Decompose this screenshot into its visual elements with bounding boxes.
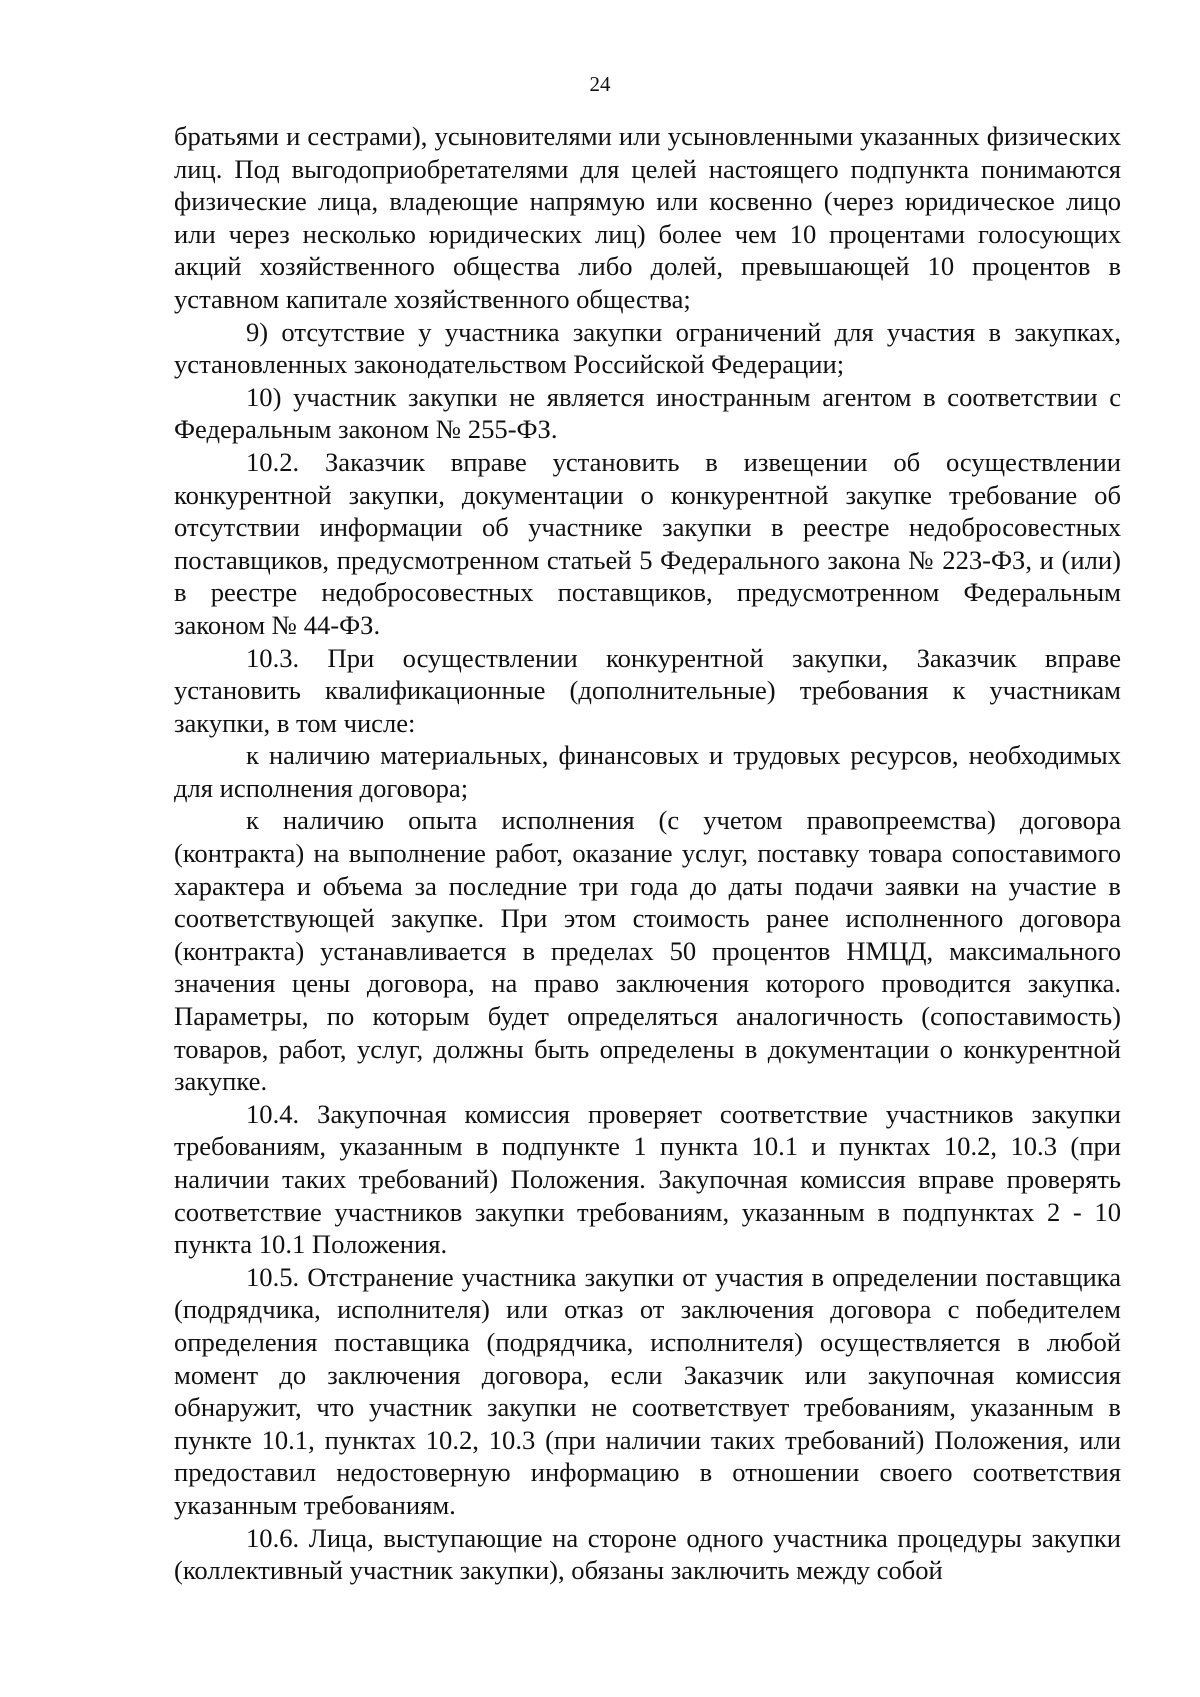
document-body xyxy=(174,120,1121,1587)
paragraph-10-3: 10.3. При осуществлении конкурентной закупки, Заказчик вправе установить квалификационные (дополнительные) требования к участникам закупки, в том числе: xyxy=(174,642,1121,738)
paragraph-10-5: 10.5. Отстранение участника закупки от участия в определении поставщика (подрядчика, исполнителя) или отказ от заключения договора с победителем определения поставщика (подрядчика, исполнителя) осуществляется в любой момент до заключения договора, если Заказчик или закупочная комиссия обнаружит, что участник закупки не соответствует требованиям, указанным в пункте 10.1, пунктах 10.2, 10.3 (при наличии таких требований) Положения, или предоставил недостоверную информацию в отношении своего соответствия указанным требованиям. xyxy=(174,1261,1121,1520)
page-number: 24 xyxy=(589,72,611,96)
paragraph-item-9: 9) отсутствие у участника закупки ограничений для участия в закупках, установленных законодательством Российской Федерации; xyxy=(174,316,1121,380)
paragraph-10-6: 10.6. Лица, выступающие на стороне одного участника процедуры закупки (коллективный участник закупки), обязаны заключить между собой xyxy=(174,1522,1121,1586)
paragraph-experience-requirement: к наличию опыта исполнения (с учетом правопреемства) договора (контракта) на выполнение работ, оказание услуг, поставку товара сопоставимого характера и объема за последние три года до даты подачи заявки на участие в соответствующей закупке. При этом стоимость ранее исполненного договора (контракта) устанавливается в пределах 50 процентов НМЦД, максимального значения цены договора, на право заключения которого проводится закупка. Параметры, по которым будет определяться аналогичность (сопоставимость) товаров, работ, услуг, должны быть определены в документации о конкурентной закупке. xyxy=(174,805,1121,1097)
paragraph-item-10: 10) участник закупки не является иностранным агентом в соответствии с Федеральным законом № 255-ФЗ. xyxy=(174,381,1121,445)
paragraph-resources-requirement: к наличию материальных, финансовых и трудовых ресурсов, необходимых для исполнения договора; xyxy=(174,740,1121,803)
paragraph-10-4: 10.4. Закупочная комиссия проверяет соответствие участников закупки требованиям, указанным в подпункте 1 пункта 10.1 и пунктах 10.2, 10.3 (при наличии таких требований) Положения. Закупочная комиссия вправе проверять соответствие участников закупки требованиям, указанным в подпунктах 2 - 10 пункта 10.1 Положения. xyxy=(174,1098,1121,1260)
paragraph-beneficiaries: братьями и сестрами), усыновителями или усыновленными указанных физических лиц. Под выгодоприобретателями для целей настоящего подпункта понимаются физические лица, владеющие напрямую или косвенно (через юридическое лицо или через несколько юридических лиц) более чем 10 процентами голосующих акций хозяйственного общества либо долей, превышающей 10 процентов в уставном капитале хозяйственного общества; xyxy=(174,121,1121,314)
paragraph-10-2: 10.2. Заказчик вправе установить в извещении об осуществлении конкурентной закупки, документации о конкурентной закупке требование об отсутствии информации об участнике закупки в реестре недобросовестных поставщиков, предусмотренном статьей 5 Федерального закона № 223-ФЗ, и (или) в реестре недобросовестных поставщиков, предусмотренном Федеральным законом № 44-ФЗ. xyxy=(174,446,1121,640)
